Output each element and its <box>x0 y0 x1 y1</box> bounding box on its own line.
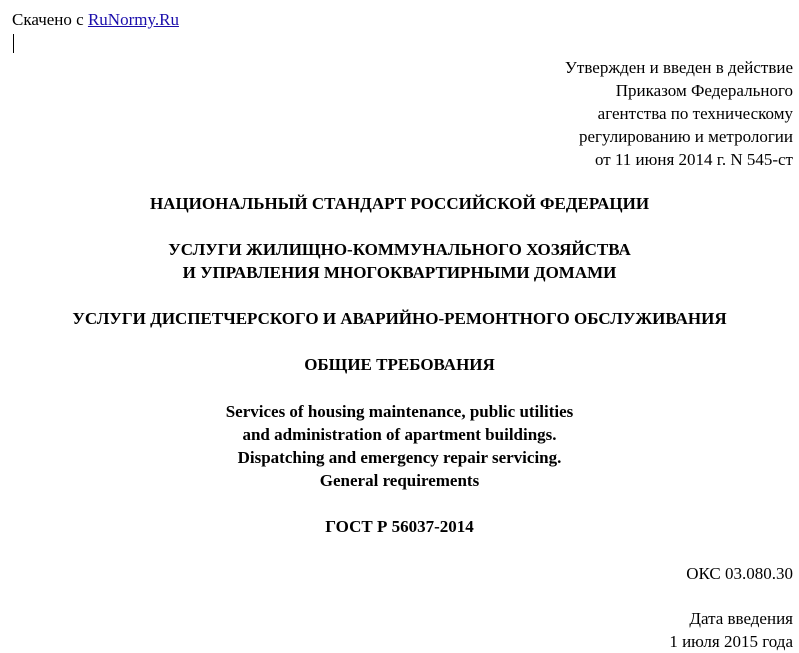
standard-subtitle <box>0 307 799 330</box>
english-title-line: and administration of apartment buildings. <box>242 425 557 444</box>
gost-number <box>0 515 799 538</box>
text-cursor <box>13 34 14 53</box>
title-line: УСЛУГИ ЖИЛИЩНО-КОММУНАЛЬНОГО ХОЗЯЙСТВА <box>168 240 631 259</box>
approval-line: агентства по техническому <box>597 104 793 123</box>
source-prefix: Скачено с <box>12 10 84 29</box>
approval-line: Приказом Федерального <box>615 81 793 100</box>
approval-line: от 11 июня 2014 г. N 545-ст <box>594 150 793 169</box>
general-requirements-heading <box>0 353 799 376</box>
standard-title <box>0 238 799 284</box>
national-standard-text: НАЦИОНАЛЬНЫЙ СТАНДАРТ РОССИЙСКОЙ ФЕДЕРАЦИИ <box>149 194 650 213</box>
approval-line: Утвержден и введен в действие <box>564 58 793 77</box>
approval-line: регулированию и метрологии <box>578 127 793 146</box>
requirements-text: ОБЩИЕ ТРЕБОВАНИЯ <box>304 355 495 374</box>
source-line <box>12 9 179 31</box>
title-line: И УПРАВЛЕНИЯ МНОГОКВАРТИРНЫМИ ДОМАМИ <box>182 263 617 282</box>
gost-text: ГОСТ Р 56037-2014 <box>325 517 474 536</box>
english-title-line: General requirements <box>319 471 480 490</box>
english-title-line: Services of housing maintenance, public utilities <box>225 402 574 421</box>
national-standard-heading <box>0 192 799 215</box>
english-title-line: Dispatching and emergency repair servicing. <box>237 448 562 467</box>
intro-date-label: Дата введения <box>689 609 793 628</box>
english-title <box>0 400 799 492</box>
subtitle-text: УСЛУГИ ДИСПЕТЧЕРСКОГО И АВАРИЙНО-РЕМОНТНОГО ОБСЛУЖИВАНИЯ <box>72 309 727 328</box>
intro-date-value: 1 июля 2015 года <box>669 632 793 651</box>
oks-code: ОКС 03.080.30 <box>686 564 793 583</box>
source-link[interactable]: RuNormy.Ru <box>87 10 179 29</box>
approval-block <box>565 56 793 171</box>
